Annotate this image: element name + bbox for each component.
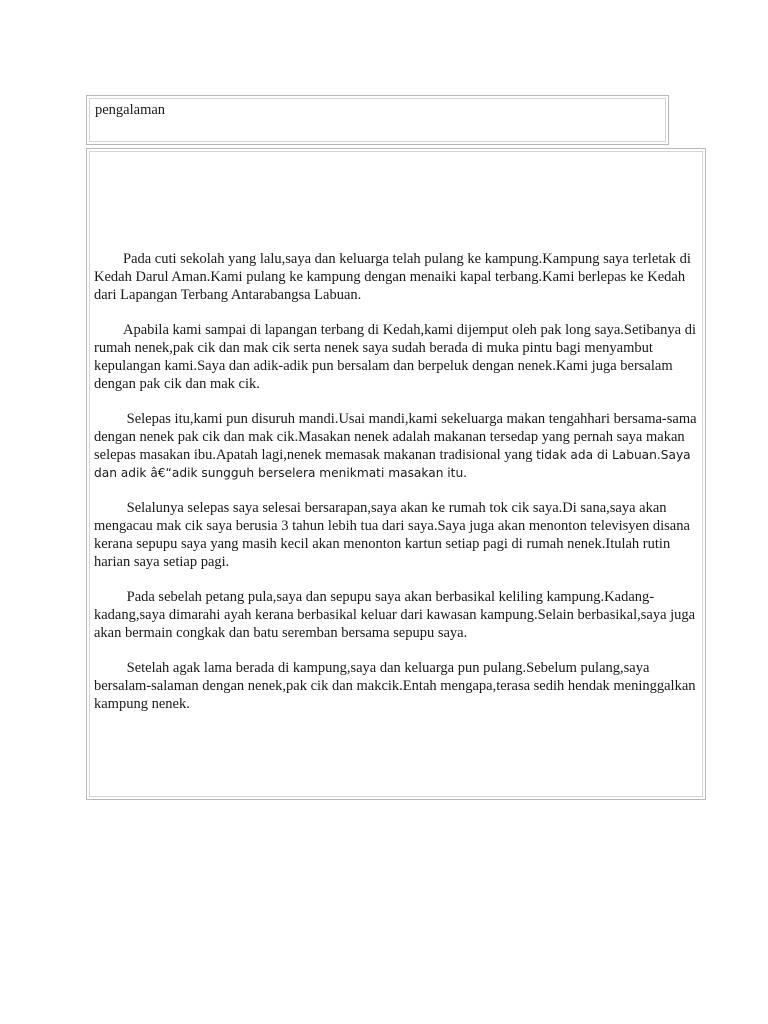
paragraph-3-text: Selepas itu,kami pun disuruh mandi.Usai mandi,kami sekeluarga makan tengahhari bersama-sama dengan nenek pak cik dan mak cik.Masakan nenek adalah makanan tersedap yang pernah saya makan selepas masakan ibu.Apatah lagi,nenek memasak makanan tradisional yang [94,411,701,463]
paragraph-6: Setelah agak lama berada di kampung,saya dan keluarga pun pulang.Sebelum pulang,saya bersalam-salaman dengan nenek,pak cik dan makcik.Entah mengapa,terasa sedih hendak meninggalkan kampung nenek. [94,660,700,712]
paragraph-3-tail: tidak ada di Labuan.Saya dan adik â€“adik sungguh berselera menikmati masakan itu. [94,448,695,480]
paragraph-4: Selalunya selepas saya selesai bersarapan,saya akan ke rumah tok cik saya.Di sana,saya akan mengacau mak cik saya berusia 3 tahun lebih tua dari saya.Saya juga akan menonton televisyen disana kerana sepupu saya yang masih kecil akan menonton kartun setiap pagi di rumah nenek.Itulah rutin harian saya setiap pagi. [94,500,694,570]
paragraph-3 [94,410,700,482]
paragraph-1: Pada cuti sekolah yang lalu,saya dan keluarga telah pulang ke kampung.Kampung saya terletak di Kedah Darul Aman.Kami pulang ke kampung dengan menaiki kapal terbang.Kami berlepas ke Kedah dari Lapangan Terbang Antarabangsa Labuan. [94,251,695,303]
title-box [86,95,669,145]
content-box [86,148,706,800]
paragraph-5: Pada sebelah petang pula,saya dan sepupu saya akan berbasikal keliling kampung.Kadang-kadang,saya dimarahi ayah kerana berbasikal keluar dari kawasan kampung.Selain berbasikal,saya juga akan bermain congkak dan batu seremban bersama sepupu saya. [94,589,699,641]
paragraph-2: Apabila kami sampai di lapangan terbang di Kedah,kami dijemput oleh pak long saya.Setibanya di rumah nenek,pak cik dan mak cik serta nenek saya sudah berada di muka pintu bagi menyambut kepulangan kami.Saya dan adik-adik pun bersalam dan berpeluk dengan nenek.Kami juga bersalam dengan pak cik dan mak cik. [94,322,700,392]
essay-body [94,250,700,730]
document-title: pengalaman [95,102,166,118]
